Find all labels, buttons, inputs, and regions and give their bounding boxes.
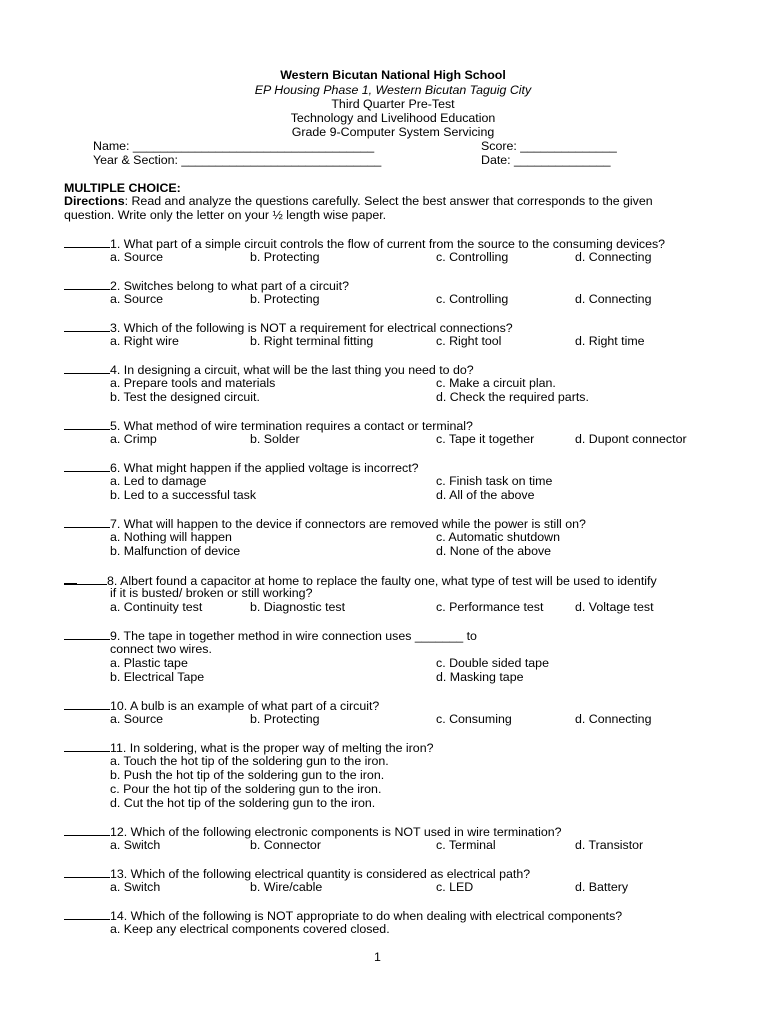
option: c. Finish task on time [436, 474, 553, 488]
option: b. Led to a successful task [110, 488, 257, 502]
option: d. Check the required parts. [436, 390, 589, 404]
option: a. Right wire [110, 334, 179, 348]
option: c. Make a circuit plan. [436, 376, 556, 390]
score-field: Score: ______________ [481, 139, 617, 153]
question-text-continued: if it is busted/ broken or still working? [110, 586, 313, 600]
option: a. Crimp [110, 432, 157, 446]
option: b. Electrical Tape [110, 670, 205, 684]
question-text: 10. A bulb is an example of what part of a circuit? [110, 699, 380, 713]
question-12 [64, 824, 754, 852]
option: d. Transistor [575, 838, 644, 852]
option: b. Right terminal fitting [250, 334, 374, 348]
option: d. Masking tape [436, 670, 524, 684]
answer-blank [64, 460, 110, 472]
question-text: 11. In soldering, what is the proper way of melting the iron? [110, 741, 434, 755]
option: c. Pour the hot tip of the soldering gun to the iron. [110, 782, 382, 796]
directions-text: : Read and analyze the questions carefully. Select the best answer that corresponds to the given question. Write only the letter on your ½ length wise paper. [64, 194, 653, 222]
question-2 [64, 278, 754, 306]
question-text: 14. Which of the following is NOT appropriate to do when dealing with electrical components? [110, 909, 623, 923]
question-4 [64, 362, 754, 404]
option: c. Terminal [436, 838, 496, 852]
option: d. All of the above [436, 488, 535, 502]
directions-label: Directions [64, 194, 125, 208]
option: d. Connecting [575, 250, 652, 264]
option: c. Performance test [436, 600, 544, 614]
option: b. Wire/cable [250, 880, 323, 894]
date-field: Date: ______________ [481, 153, 611, 167]
question-text: 6. What might happen if the applied voltage is incorrect? [110, 461, 419, 475]
option: d. Dupont connector [575, 432, 687, 446]
option: a. Switch [110, 880, 161, 894]
question-text-continued: connect two wires. [110, 642, 212, 656]
option: a. Led to damage [110, 474, 207, 488]
question-text: 1. What part of a simple circuit controls the flow of current from the source to the consuming devices? [110, 237, 666, 251]
question-5 [64, 418, 754, 446]
question-text: 2. Switches belong to what part of a circuit? [110, 279, 349, 293]
question-text: 9. The tape in together method in wire connection uses _______ to [110, 629, 477, 643]
page-number: 1 [374, 950, 381, 964]
option: a. Nothing will happen [110, 530, 232, 544]
option: a. Keep any electrical components covered closed. [110, 922, 390, 936]
option: a. Prepare tools and materials [110, 376, 276, 390]
option: b. Protecting [250, 250, 320, 264]
answer-blank [64, 320, 110, 332]
answer-blank [77, 573, 107, 585]
name-field: Name: ___________________________________ [93, 139, 375, 153]
question-8 [64, 572, 754, 614]
option: a. Source [110, 292, 164, 306]
question-7 [64, 516, 754, 558]
question-text: 12. Which of the following electronic components is NOT used in wire termination? [110, 825, 562, 839]
school-address: EP Housing Phase 1, Western Bicutan Taguig City [254, 83, 532, 97]
answer-blank [64, 362, 110, 374]
question-13 [64, 866, 754, 894]
option: a. Plastic tape [110, 656, 188, 670]
year-section-field: Year & Section: _____________________________ [93, 153, 382, 167]
option: d. Cut the hot tip of the soldering gun to the iron. [110, 796, 376, 810]
option: b. Malfunction of device [110, 544, 241, 558]
option: a. Source [110, 250, 164, 264]
option: b. Connector [250, 838, 321, 852]
question-text: 3. Which of the following is NOT a requirement for electrical connections? [110, 321, 513, 335]
option: d. Connecting [575, 292, 652, 306]
answer-blank [64, 866, 110, 878]
question-text: 4. In designing a circuit, what will be the last thing you need to do? [110, 363, 474, 377]
question-11 [64, 740, 754, 810]
option: c. Right tool [436, 334, 502, 348]
question-3 [64, 320, 754, 348]
school-name: Western Bicutan National High School [280, 68, 506, 82]
option: a. Source [110, 712, 164, 726]
option: d. Connecting [575, 712, 652, 726]
option: b. Protecting [250, 292, 320, 306]
option: b. Diagnostic test [250, 600, 346, 614]
directions [64, 194, 704, 222]
option: c. Controlling [436, 250, 509, 264]
question-6 [64, 460, 754, 502]
answer-blank [64, 908, 110, 920]
option: d. Right time [575, 334, 645, 348]
answer-blank [64, 236, 110, 248]
option: a. Switch [110, 838, 161, 852]
option: c. Double sided tape [436, 656, 549, 670]
answer-blank [64, 628, 110, 640]
question-text: 7. What will happen to the device if connectors are removed while the power is still on? [110, 517, 586, 531]
question-text: 8. Albert found a capacitor at home to replace the faulty one, what type of test will be used to identify [107, 574, 657, 588]
answer-blank [64, 824, 110, 836]
option: b. Solder [250, 432, 300, 446]
option: c. Controlling [436, 292, 509, 306]
answer-blank [64, 572, 77, 585]
question-text: 13. Which of the following electrical quantity is considered as electrical path? [110, 867, 531, 881]
question-9 [64, 628, 754, 684]
option: a. Continuity test [110, 600, 203, 614]
question-14 [64, 908, 754, 936]
answer-blank [64, 418, 110, 430]
grade-title: Grade 9-Computer System Servicing [291, 125, 495, 139]
subject-title: Technology and Livelihood Education [290, 111, 496, 125]
option: c. Automatic shutdown [436, 530, 560, 544]
option: d. Voltage test [575, 600, 654, 614]
answer-blank [64, 698, 110, 710]
question-1 [64, 236, 754, 264]
answer-blank [64, 278, 110, 290]
question-10 [64, 698, 754, 726]
test-title: Third Quarter Pre-Test [331, 97, 455, 111]
option: c. Consuming [436, 712, 512, 726]
option: c. Tape it together [436, 432, 535, 446]
answer-blank [64, 516, 110, 528]
option: b. Test the designed circuit. [110, 390, 260, 404]
option: b. Protecting [250, 712, 320, 726]
answer-blank [64, 740, 110, 752]
question-text: 5. What method of wire termination requires a contact or terminal? [110, 419, 473, 433]
option: a. Touch the hot tip of the soldering gun to the iron. [110, 754, 389, 768]
section-title: MULTIPLE CHOICE: [64, 181, 181, 195]
option: d. Battery [575, 880, 629, 894]
option: d. None of the above [436, 544, 552, 558]
option: b. Push the hot tip of the soldering gun to the iron. [110, 768, 385, 782]
option: c. LED [436, 880, 474, 894]
